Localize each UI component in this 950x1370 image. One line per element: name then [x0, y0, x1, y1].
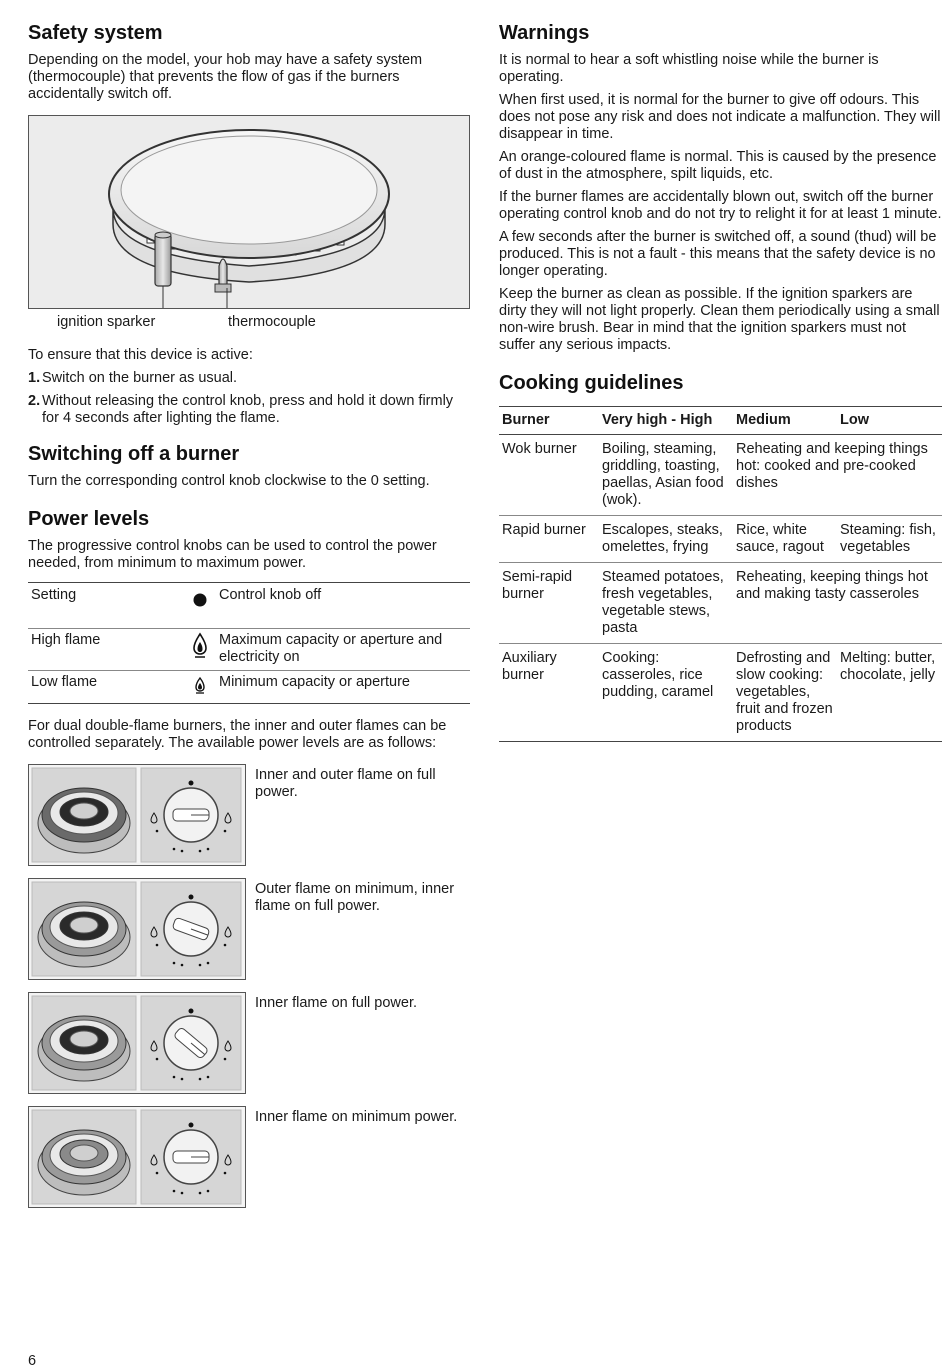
warning-paragraph: Keep the burner as clean as possible. If the ignition sparkers are dirty they will not light properly. Clean them periodically using a small non-wire brush. Bear in mind that the ignition sparkers must not suffer any serious impacts. [499, 286, 940, 353]
steps-list [28, 370, 470, 427]
ignition-sparker-label: ignition sparker [57, 314, 156, 330]
table-row: Setting Control knob off [28, 583, 470, 629]
small-flame-icon [184, 671, 216, 704]
column-header: Very high - High [599, 407, 733, 435]
dual-level-item [28, 764, 470, 866]
column-header: Low [837, 407, 942, 435]
table-row: Rapid burner Escalopes, steaks, omelettes, frying Rice, white sauce, ragout Steaming: fish, vegetables [499, 516, 942, 563]
dual-level-item [28, 992, 470, 1094]
table-row: Auxiliary burner Cooking: casseroles, rice pudding, caramel Defrosting and slow cooking: vegetables, fruit and frozen products Melting: butter, chocolate, jelly [499, 644, 942, 742]
burner-illustration [29, 116, 469, 308]
filled-circle-icon [184, 583, 216, 629]
cooking-guidelines-heading: Cooking guidelines [499, 372, 684, 394]
warning-paragraph: When first used, it is normal for the burner to give off odours. This does not pose any risk and does not indicate a malfunction. They will disappear in time. [499, 92, 941, 142]
table-row: Low flame Minimum capacity or aperture [28, 671, 470, 704]
safety-system-heading: Safety system [28, 22, 163, 44]
dual-level-text: Outer flame on minimum, inner flame on full power. [255, 881, 455, 914]
large-flame-icon [184, 629, 216, 671]
column-header: Medium [733, 407, 837, 435]
switching-off-heading: Switching off a burner [28, 443, 240, 465]
dual-level-text: Inner and outer flame on full power. [255, 767, 436, 800]
warning-paragraph: A few seconds after the burner is switched off, a sound (thud) will be produced. This is not a fault - this means that the safety device is no longer operating. [499, 229, 937, 279]
table-row: Wok burner Boiling, steaming, griddling, toasting, paellas, Asian food (wok). Reheating and keeping things hot: cooked and pre-cooked dishes [502, 441, 928, 508]
thermocouple-label: thermocouple [228, 314, 316, 330]
warnings-heading: Warnings [499, 22, 590, 44]
figure-labels [28, 309, 470, 333]
list-item: 2. Without releasing the control knob, press and hold it down firmly for 4 seconds after lighting the flame. [28, 393, 454, 426]
table-header-row [499, 407, 942, 435]
switching-off-text: Turn the corresponding control knob clockwise to the 0 setting. [28, 473, 430, 489]
page-number: 6 [28, 1353, 37, 1369]
warning-paragraph: An orange-coloured flame is normal. This is caused by the presence of dust in the atmosphere, spilt liquids, etc. [499, 149, 937, 182]
burner-knob-illustration [28, 992, 246, 1094]
burner-safety-figure [28, 115, 470, 309]
power-levels-heading: Power levels [28, 508, 150, 530]
cooking-guidelines-table [499, 406, 942, 742]
dual-level-item [28, 878, 470, 980]
warning-paragraph: If the burner flames are accidentally blown out, switch off the burner operating control knob and do not try to relight it for at least 1 minute. [499, 189, 942, 222]
burner-knob-illustration [28, 1106, 246, 1208]
power-levels-intro: The progressive control knobs can be used to control the power needed, from minimum to maximum power. [28, 538, 437, 571]
safety-intro: Depending on the model, your hob may have a safety system (thermocouple) that prevents the flow of gas if the burners accidentally switch off. [28, 52, 423, 102]
column-header: Burner [499, 407, 599, 435]
dual-level-text: Inner flame on minimum power. [255, 1109, 458, 1125]
warning-paragraph: It is normal to hear a soft whistling noise while the burner is operating. [499, 52, 879, 85]
dual-level-text: Inner flame on full power. [255, 995, 418, 1011]
burner-knob-illustration [28, 878, 246, 980]
ensure-text: To ensure that this device is active: [28, 347, 253, 363]
right-column [499, 20, 942, 742]
left-column [28, 20, 470, 1220]
table-row: High flame Maximum capacity or aperture and electricity on [28, 629, 470, 671]
dual-level-item [28, 1106, 470, 1208]
table-row: Semi-rapid burner Steamed potatoes, fresh vegetables, vegetable stews, pasta Reheating, keeping things hot and making tasty casseroles [499, 563, 942, 644]
power-levels-table [28, 582, 470, 704]
dual-burner-intro: For dual double-flame burners, the inner and outer flames can be controlled separately. The available power levels are as follows: [28, 718, 447, 751]
burner-knob-illustration [28, 764, 246, 866]
list-item: 1. Switch on the burner as usual. [28, 370, 238, 386]
dual-burner-levels [28, 764, 470, 1208]
